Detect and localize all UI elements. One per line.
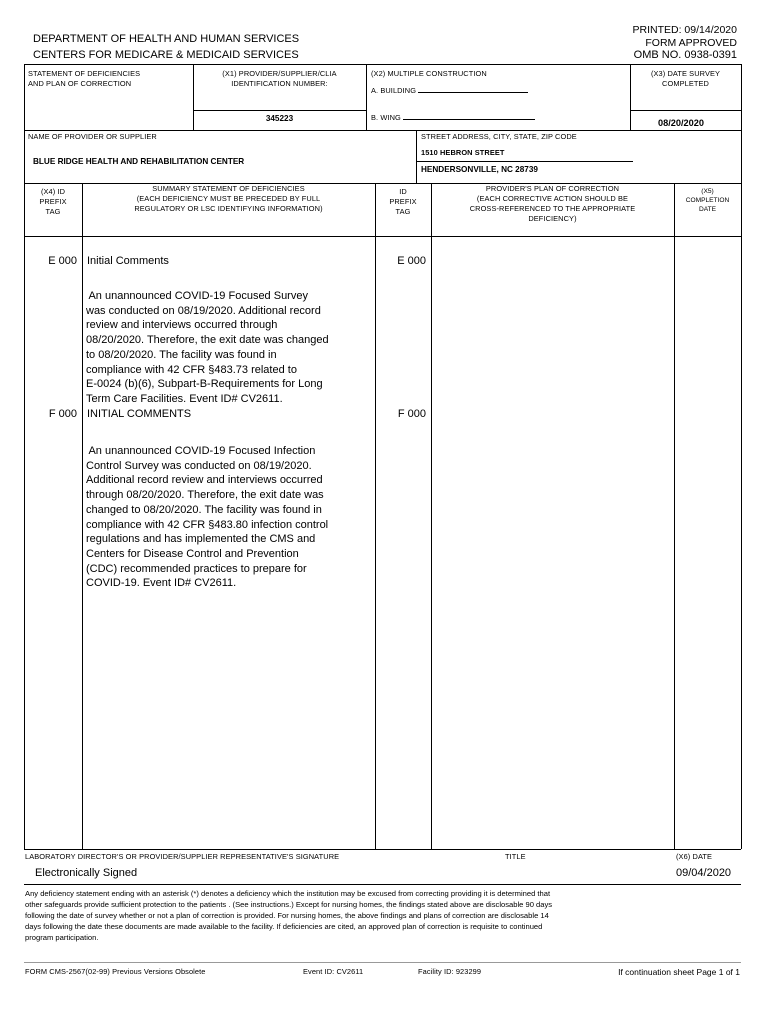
footer-form: FORM CMS-2567(02-99) Previous Versions Obsolete (25, 967, 206, 976)
entry-paragraph: An unannounced COVID-19 Focused Survey was conducted on 08/19/2020. Additional record review and interviews occurred through 08/20/2020. Therefore, the exit date was changed to 08/20/2020. The facility was found in compliance with 42 CFR §483.73 related to E-0024 (b)(6), Subpart-B-Requirements for Long Term Care Facilities. Event ID# CV2611. (86, 290, 329, 405)
x3-label: (X3) DATE SURVEY COMPLETED (650, 69, 721, 88)
omb-number: OMB NO. 0938-0391 (633, 49, 737, 61)
printed-date: PRINTED: 09/14/2020 (632, 24, 737, 36)
department-line-2: CENTERS FOR MEDICARE & MEDICAID SERVICES (33, 49, 299, 61)
footer-facility-id: Facility ID: 923299 (418, 967, 482, 976)
entry-paragraph: An unannounced COVID-19 Focused Infection Control Survey was conducted on 08/19/2020. Additional record review and interviews occurred through 08/20/2020. Therefore, the exit date was changed to 08/20/2020. The facility was found in compliance with 42 CFR §483.80 infection control regulations and has implemented the CMS and Centers for Disease Control and Prevention (CDC) recommended practices to prepare for COVID-19. Event ID# CV2611. (86, 445, 329, 590)
x2-label: (X2) MULTIPLE CONSTRUCTION (371, 69, 487, 78)
disclaimer: Any deficiency statement ending with an asterisk (*) denotes a deficiency which the institution may be excused from correcting providing it is determined that other safeguards provide sufficient protection to the patients . (See instructions.) Except for nursing homes, the findings stated above are disclosable 90 days following the date of survey whether or not a plan of correction is provided. For nursing homes, the above findings and plans of correction are disclosable 14 days following the date these documents are made available to the facility. If deficiencies are cited, an approved plan of correction is requisite to continued program participation. (25, 889, 553, 942)
entry-heading: INITIAL COMMENTS (87, 408, 192, 420)
date-label: (X6) DATE (676, 852, 713, 861)
signature-date-value: 09/04/2020 (676, 867, 732, 879)
date-survey-value: 08/20/2020 (658, 118, 704, 128)
tag-prefix-right: E 000 (397, 255, 426, 267)
x2-wing: B. WING (371, 113, 535, 123)
signature-value: Electronically Signed (35, 867, 138, 879)
x4-header: (X4) ID PREFIX TAG (39, 187, 67, 216)
title-label: TITLE (505, 852, 526, 861)
statement-label: STATEMENT OF DEFICIENCIES AND PLAN OF CORRECTION (28, 69, 141, 88)
provider-name-label: NAME OF PROVIDER OR SUPPLIER (28, 132, 157, 141)
city-value: HENDERSONVILLE, NC 28739 (421, 165, 538, 174)
provider-id-value: 345223 (265, 114, 294, 123)
street-address-label: STREET ADDRESS, CITY, STATE, ZIP CODE (421, 132, 577, 141)
plan-header: PROVIDER'S PLAN OF CORRECTION (EACH CORRECTIVE ACTION SHOULD BE CROSS-REFERENCED TO THE APPROPRIATE DEFICIENCY) (469, 184, 636, 223)
tag-prefix-right: F 000 (397, 408, 426, 420)
x2-building: A. BUILDING (371, 86, 528, 96)
tag-prefix-left: E 000 (48, 255, 77, 267)
summary-header: SUMMARY STATEMENT OF DEFICIENCIES (EACH DEFICIENCY MUST BE PRECEDED BY FULL REGULATORY OR LSC IDENTIFYING INFORMATION) (134, 184, 323, 213)
signature-label: LABORATORY DIRECTOR'S OR PROVIDER/SUPPLIER REPRESENTATIVE'S SIGNATURE (25, 852, 340, 861)
department-line-1: DEPARTMENT OF HEALTH AND HUMAN SERVICES (33, 33, 300, 45)
x1-label: (X1) PROVIDER/SUPPLIER/CLIA IDENTIFICATION NUMBER: (222, 69, 337, 88)
x5-header: (X5) COMPLETION DATE (685, 188, 730, 213)
footer-continuation: If continuation sheet Page 1 of 1 (618, 967, 740, 977)
footer-event-id: Event ID: CV2611 (303, 967, 364, 976)
id-prefix-header: ID PREFIX TAG (389, 187, 417, 216)
form-approved: FORM APPROVED (645, 37, 737, 49)
tag-prefix-left: F 000 (48, 408, 77, 420)
provider-name-value: BLUE RIDGE HEALTH AND REHABILITATION CENTER (33, 157, 245, 166)
street-value: 1510 HEBRON STREET (421, 148, 505, 157)
entry-heading: Initial Comments (87, 255, 169, 267)
